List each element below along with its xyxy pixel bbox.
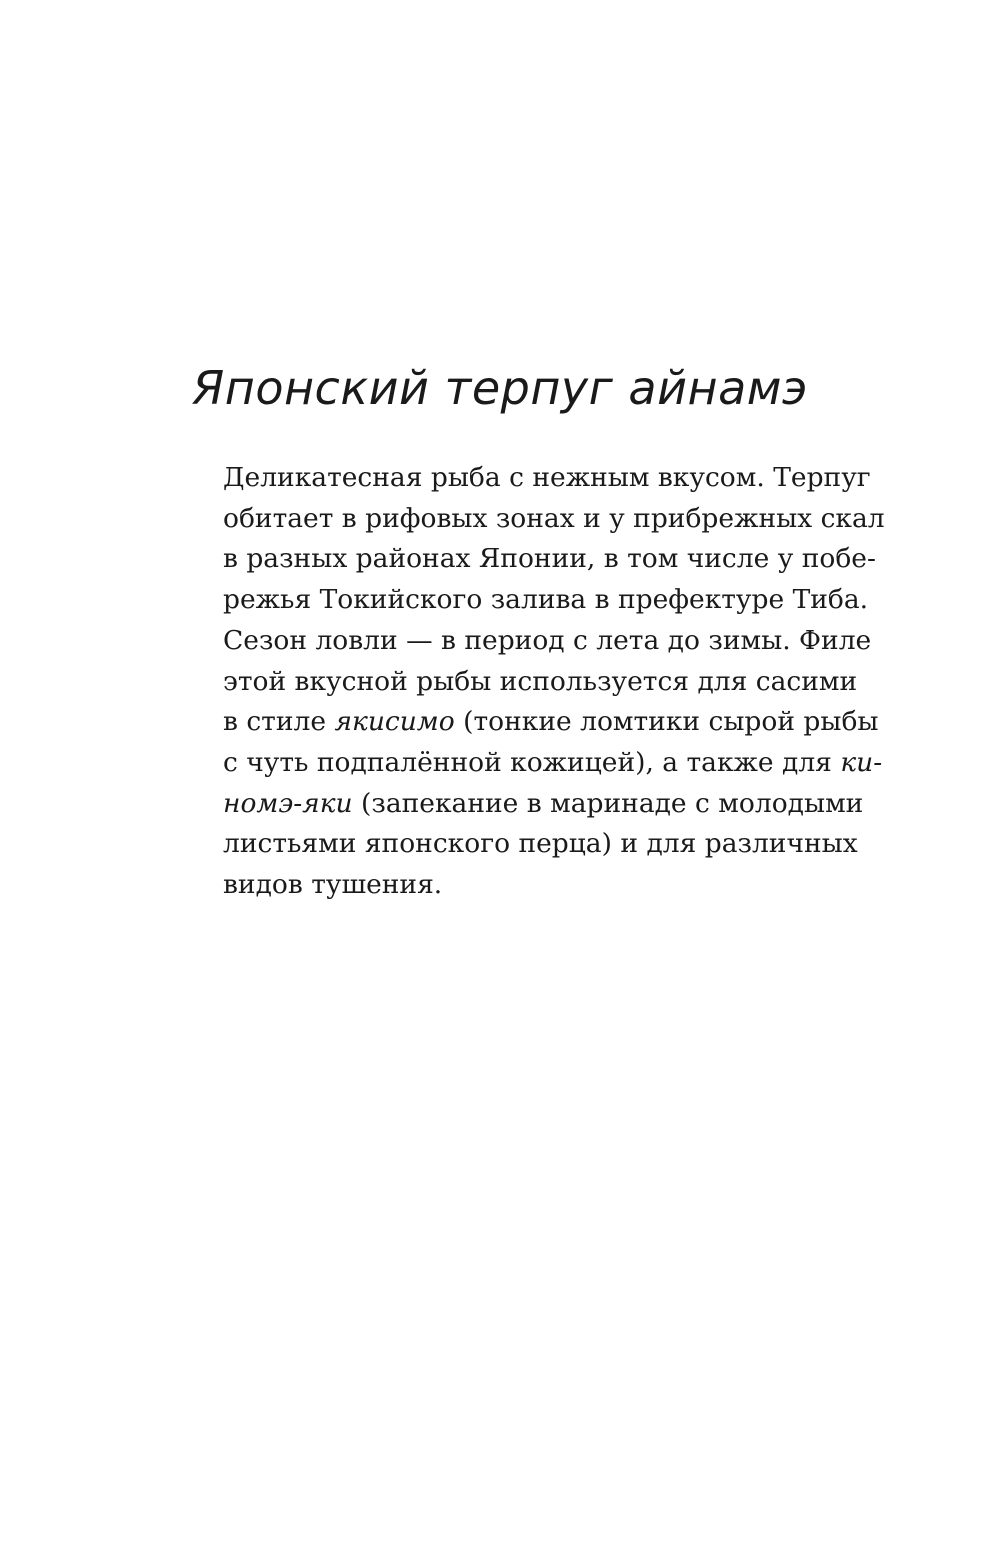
text-line [223,865,831,906]
text-line [223,580,869,621]
text-line [223,458,871,499]
text-segment: этой вкусной рыбы используется для сасими [223,665,858,697]
text-line [223,539,876,580]
text-segment: листьями японского перца) и для различных [223,828,858,860]
text-line [223,824,858,865]
text-segment: режья Токийского залива в префектуре Тиба. [223,584,869,616]
text-line [223,499,885,540]
page-title: Японский терпуг айнамэ [192,361,808,415]
body-paragraph [223,458,885,906]
text-line [223,702,879,743]
text-segment: (запекание в маринаде с молодыми [352,787,864,819]
italic-term: номэ-яки [223,787,353,819]
text-line [223,743,883,784]
italic-term: якисимо [334,706,455,738]
text-segment: обитает в рифовых зонах и у прибрежных скал [223,502,885,534]
text-segment: Сезон ловли — в период с лета до зимы. Филе [223,624,872,656]
text-line [223,662,858,703]
italic-term: ки- [840,746,883,778]
text-line [223,784,864,825]
text-segment: в разных районах Японии, в том числе у побе- [223,543,876,575]
text-segment: Деликатесная рыба с нежным вкусом. Терпуг [223,462,871,493]
text-segment: видов тушения. [223,869,443,901]
text-segment: (тонкие ломтики сырой рыбы [454,706,879,738]
text-line [223,621,872,662]
text-segment: с чуть подпалённой кожицей), а также для [223,746,841,778]
text-segment: в стиле [223,706,335,738]
